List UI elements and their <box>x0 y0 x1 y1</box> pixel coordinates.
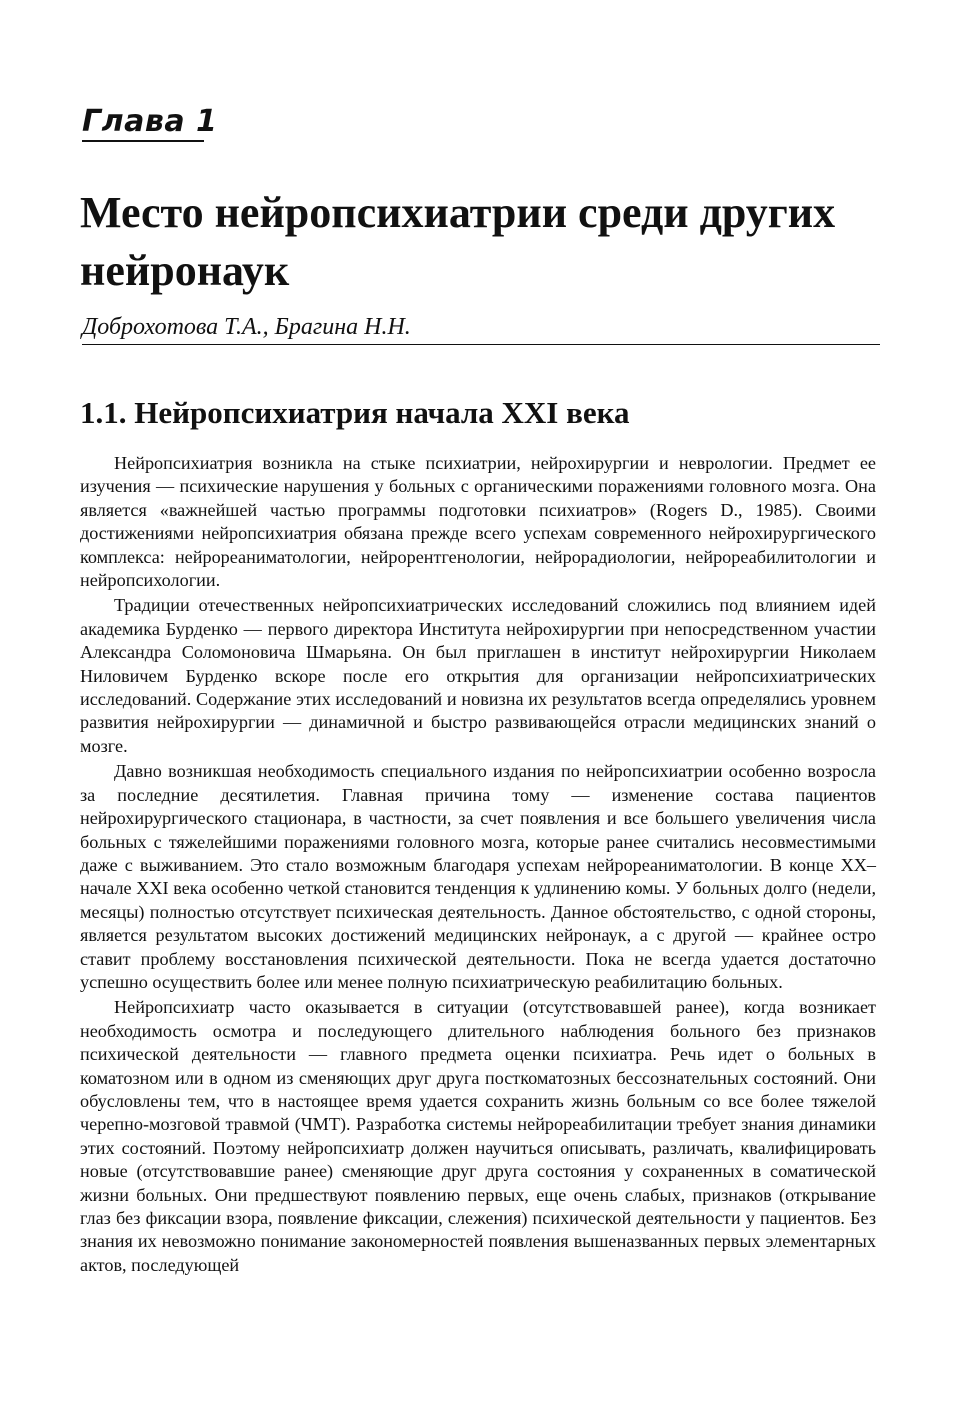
paragraph: Традиции отечественных нейропсихиатрических исследований сложились под влиянием идей академика Бурденко — первого директора Института нейрохирургии при непосредственном участии Александра Соломоновича Шмарьяна. Он был приглашен в институт нейрохирургии Николаем Ниловичем Бурденко вскоре после его открытия для организации нейропсихиатрических исследований. Содержание этих исследований и новизна их результатов всегда определялись уровнем развития нейрохирургии — динамичной и быстро развивающейся отрасли медицинских знаний о мозге. <box>80 595 876 756</box>
body-text <box>80 452 876 1279</box>
paragraph: Нейропсихиатр часто оказывается в ситуации (отсутствовавшей ранее), когда возникает необходимость осмотра и последующего длительного наблюдения больного без признаков психической деятельности — главного предмета оценки психиатра. Речь идет о больных в коматозном или в одном из сменяющих друг друга посткоматозных бессознательных состояний. Они обусловлены тем, что в настоящее время удается сохранить жизнь больным со все более тяжелой черепно-мозговой травмой (ЧМТ). Разработка системы нейрореабилитации требует знания динамики этих состояний. Поэтому нейропсихиатр должен научиться описывать, различать, квалифицировать новые (отсутствовавшие ранее) сменяющие друг друга состояния у сохраненных в соматической жизни больных. Они предшествуют появлению первых, еще очень слабых, признаков (открывание глаз без фиксации взора, появление фиксации, слежения) психической деятельности у пациентов. Без знания их невозможно понимание закономерностей появления вышеназванных первых элементарных актов, последующей <box>80 997 876 1275</box>
chapter-label-underline <box>82 140 204 142</box>
section-title: 1.1. Нейропсихиатрия начала XXI века <box>80 395 630 430</box>
chapter-authors: Доброхотова Т.А., Брагина Н.Н. <box>82 314 411 340</box>
chapter-label: Глава 1 <box>82 104 218 139</box>
authors-divider <box>82 344 880 345</box>
chapter-title: Место нейропсихиатрии среди других нейронаук <box>80 188 836 295</box>
paragraph: Нейропсихиатрия возникла на стыке психиатрии, нейрохирургии и неврологии. Предмет ее изучения — психические нарушения у больных с органическими поражениями головного мозга. Она является «важнейшей частью программы подготовки психиатров» (Rogers D., 1985). Своими достижениями нейропсихиатрия обязана прежде всего успехам современного нейрохирургического комплекса: нейрореаниматологии, нейрорентгенологии, нейрорадиологии, нейрореабилитологии и нейропсихологии. <box>80 453 876 591</box>
paragraph: Давно возникшая необходимость специального издания по нейропсихиатрии особенно возросла за последние десятилетия. Главная причина тому — изменение состава пациентов нейрохирургического стационара, в частности, за счет появления и все большего увеличения числа больных с тяжелейшими поражениями головного мозга, которые ранее считались несовместимыми даже с выживанием. Это стало возможным благодаря успехам нейрореаниматологии. В конце XX–начале XXI века особенно четкой становится тенденция к удлинению комы. У больных долго (недели, месяцы) полностью отсутствует психическая деятельность. Данное обстоятельство, с одной стороны, является результатом высоких достижений медицинских нейронаук, а с другой — крайнее остро ставит проблему восстановления психической деятельности. Пока не всегда удается достаточно успешно осуществить более или менее полную психиатрическую реабилитацию больных. <box>80 761 876 992</box>
